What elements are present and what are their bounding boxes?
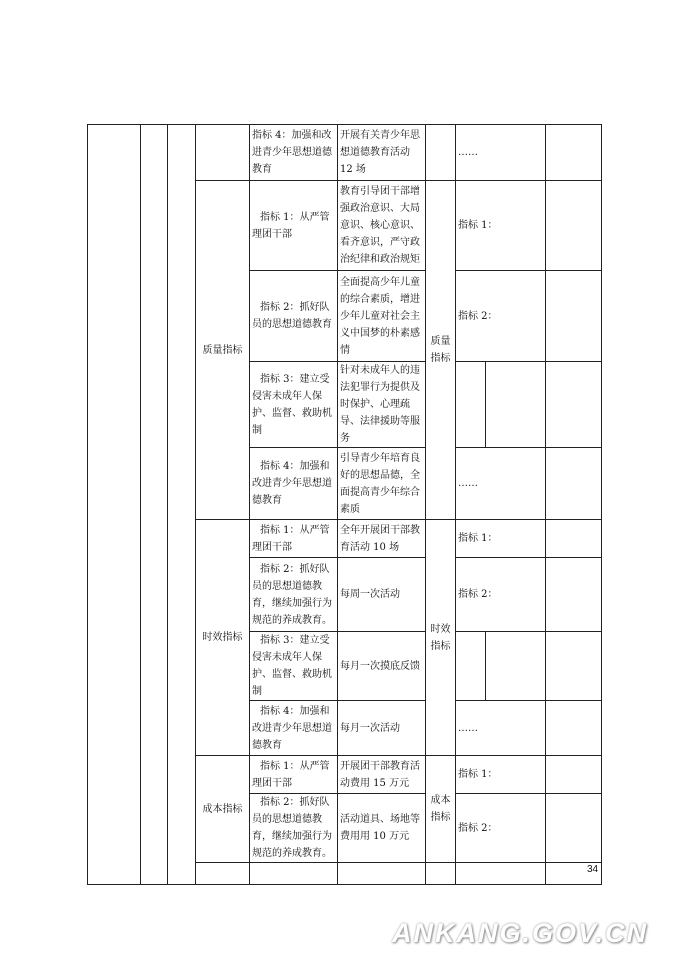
sub-indicator-cell: 指标 2： xyxy=(456,794,546,863)
target-cell: 引导青少年培育良好的思想品德，全面提高青少年综合素质 xyxy=(338,448,426,520)
value-cell xyxy=(546,632,602,701)
value-cell xyxy=(546,448,602,520)
indicator-cell: 指标 1：从严管理团干部 xyxy=(250,756,338,794)
target-cell: 每月一次活动 xyxy=(338,701,426,756)
value-cell xyxy=(546,794,602,863)
indicator-cell: 指标 2：抓好队员的思想道德教育，继续加强行为规范的养成教育。 xyxy=(250,794,338,863)
sub-indicator-cell xyxy=(456,632,486,701)
indicator-cell: 指标 4：加强和改进青少年思想道德教育 xyxy=(250,701,338,756)
target-cell: 每周一次活动 xyxy=(338,558,426,632)
category-cell xyxy=(196,125,250,181)
target-cell: 全面提高少年儿童的综合素质，增进少年儿童对社会主义中国梦的朴素感情 xyxy=(338,271,426,362)
third-column-cell xyxy=(168,125,196,885)
indicator-table xyxy=(87,124,602,885)
sub-indicator-cell: …… xyxy=(456,125,546,181)
time-category-label-right: 时效指标 xyxy=(426,520,456,756)
quality-category-label: 质量指标 xyxy=(196,181,250,520)
value-cell xyxy=(546,181,602,271)
first-column-cell xyxy=(88,125,141,885)
right-category-cell xyxy=(426,125,456,181)
watermark-logo: ANKANG.GOV.CN xyxy=(392,918,649,948)
indicator-cell: 指标 2：抓好队员的思想道德教育 xyxy=(250,271,338,362)
sub-indicator-cell xyxy=(486,632,546,701)
value-cell xyxy=(546,701,602,756)
target-cell: 活动道具、场地等费用用 10 万元 xyxy=(338,794,426,863)
value-cell xyxy=(546,558,602,632)
indicator-cell: 指标 3：建立受侵害未成年人保护、监督、救助机制 xyxy=(250,632,338,701)
value-cell xyxy=(546,362,602,448)
value-cell xyxy=(546,271,602,362)
time-category-label: 时效指标 xyxy=(196,520,250,756)
page-number: 34 xyxy=(587,864,599,875)
sub-indicator-cell xyxy=(456,362,486,448)
indicator-cell: 指标 2：抓好队员的思想道德教育，继续加强行为规范的养成教育。 xyxy=(250,558,338,632)
indicator-cell xyxy=(250,863,338,885)
quality-category-label-right: 质量指标 xyxy=(426,181,456,520)
sub-indicator-cell xyxy=(486,362,546,448)
sub-indicator-cell: 指标 2： xyxy=(456,271,546,362)
target-cell: 针对未成年人的违法犯罪行为提供及时保护、心理疏导、法律援助等服务 xyxy=(338,362,426,448)
value-cell xyxy=(546,520,602,558)
indicator-cell: 指标 3：建立受侵害未成年人保护、监督、救助机制 xyxy=(250,362,338,448)
value-cell xyxy=(546,125,602,181)
sub-indicator-cell: 指标 1： xyxy=(456,181,546,271)
target-cell: 教育引导团干部增强政治意识、大局意识、核心意识、看齐意识，严守政治纪律和政治规矩 xyxy=(338,181,426,271)
target-cell: 开展团干部教育活动费用 15 万元 xyxy=(338,756,426,794)
sub-indicator-cell: 指标 1： xyxy=(456,520,546,558)
cost-category-label-right: 成本指标 xyxy=(426,756,456,863)
sub-indicator-cell: 指标 1： xyxy=(456,756,546,794)
value-cell xyxy=(546,756,602,794)
indicator-cell: 指标 1：从严管理团干部 xyxy=(250,520,338,558)
target-cell: 开展有关青少年思想道德教育活动 12 场 xyxy=(338,125,426,181)
sub-indicator-cell: …… xyxy=(456,701,546,756)
sub-indicator-cell: 指标 2： xyxy=(456,558,546,632)
right-category-cell xyxy=(426,863,456,885)
indicator-cell: 指标 4：加强和改进青少年思想道德教育 xyxy=(250,125,338,181)
category-cell xyxy=(196,863,250,885)
cost-category-label: 成本指标 xyxy=(196,756,250,863)
indicator-cell: 指标 4：加强和改进青少年思想道德教育 xyxy=(250,448,338,520)
table-row xyxy=(88,125,602,181)
sub-indicator-cell: …… xyxy=(456,448,546,520)
target-cell xyxy=(338,863,426,885)
target-cell: 每月一次摸底反馈 xyxy=(338,632,426,701)
indicator-cell: 指标 1：从严管理团干部 xyxy=(250,181,338,271)
sub-indicator-cell xyxy=(456,863,546,885)
second-column-cell xyxy=(141,125,168,885)
target-cell: 全年开展团干部教育活动 10 场 xyxy=(338,520,426,558)
